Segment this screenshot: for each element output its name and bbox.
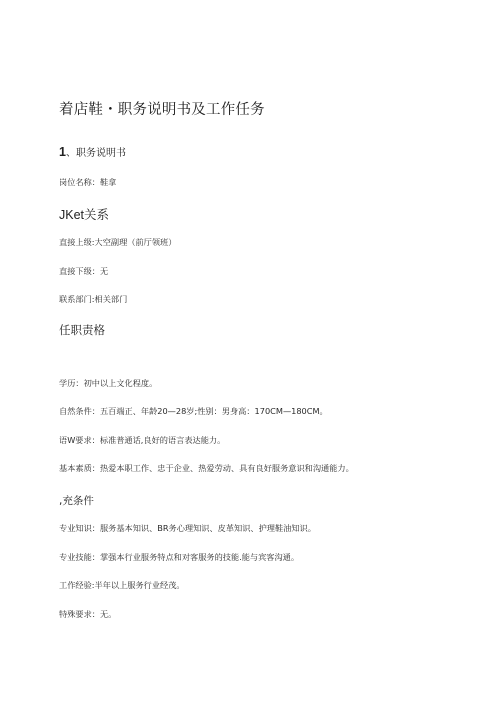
professional-knowledge: 专业知识：服务基本知识、BR务心理知识、皮革知识、护理鞋油知识。 — [59, 523, 316, 533]
basic-quality: 基本素质：热爱本职工作、忠于企业、热爱劳动、具有良好服务意识和沟通能力。 — [59, 463, 354, 473]
direct-superior: 直接上级:大空副理（前厅领班） — [59, 237, 177, 247]
contact-department: 联系部门:相关部门 — [59, 294, 128, 304]
professional-skills: 专业技能：掌强本行业服务特点和对客服务的技能.能与宾客沟通。 — [59, 552, 300, 562]
relation-heading: JKet关系 — [59, 208, 110, 222]
section-number: 1 — [59, 145, 66, 159]
special-requirements: 特殊要求：无。 — [59, 609, 117, 619]
natural-conditions: 自然条件：五百端正、年龄20—28岁;性别：男身高：170CM—180CM。 — [59, 406, 328, 416]
language-requirement: 语W要求：标准普通话,良好的语言表达能力。 — [59, 435, 226, 445]
section-title: 、职务说明书 — [65, 148, 126, 159]
section-heading — [59, 144, 126, 159]
education: 学历：初中以上文化程度。 — [59, 378, 158, 388]
qualification-heading: 任职责格 — [59, 323, 105, 337]
position-name: 岗位名称：鞋拿 — [59, 177, 117, 187]
supplement-heading: ,充条件 — [59, 495, 94, 507]
document-title: 着店鞋・职务说明书及工作任务 — [59, 102, 265, 118]
direct-subordinate: 直接下级：无 — [59, 266, 109, 276]
work-experience: 工作经验:半年以上服务行业经茂。 — [59, 580, 185, 590]
